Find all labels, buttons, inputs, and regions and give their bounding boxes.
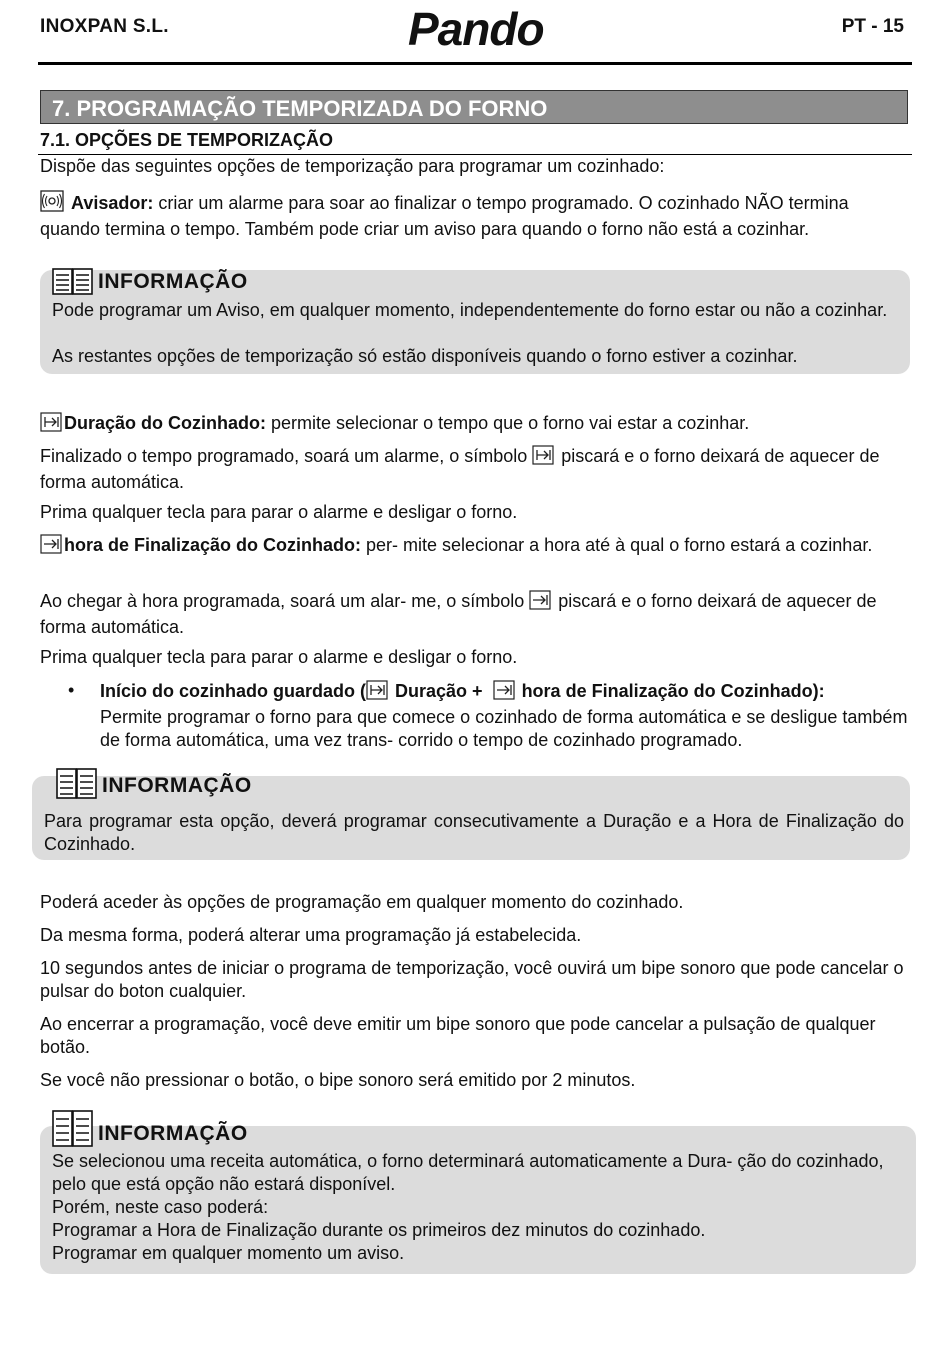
section-title: 7. PROGRAMAÇÃO TEMPORIZADA DO FORNO (52, 96, 548, 121)
book-icon (52, 1110, 94, 1153)
duracao-alarm-text-b: piscará e o forno deixará de aquecer de forma automática. (40, 446, 880, 492)
general-paragraph-4: Ao encerrar a programação, você deve emitir um bipe sonoro que pode cancelar a pulsação de qualquer botão. (40, 1014, 876, 1057)
general-paragraph-2: Da mesma forma, poderá alterar uma programação já estabelecida. (40, 925, 582, 945)
duracao-stop-text: Prima qualquer tecla para parar o alarme e desligar o forno. (40, 502, 518, 522)
avisador-paragraph (40, 190, 910, 241)
finalizacao-alarm-text-a: Ao chegar à hora programada, soará um alar- me, o símbolo (40, 591, 530, 611)
book-icon (56, 768, 98, 805)
duration-icon (366, 680, 388, 706)
avisador-label: Avisador: (71, 193, 154, 213)
finalizacao-text: per- mite selecionar a hora até à qual o forno estará a cozinhar. (361, 535, 873, 555)
duration-icon (532, 445, 554, 471)
general-paragraph-5: Se você não pressionar o botão, o bipe sonoro será emitido por 2 minutos. (40, 1070, 636, 1090)
inicio-text: Permite programar o forno para que comece o cozinhado de forma automática e se desligue também de forma automática, uma vez trans- corrido o tempo de cozinhado programado. (100, 707, 908, 750)
info-box-3-line3: Programar a Hora de Finalização durante os primeiros dez minutos do cozinhado. (52, 1220, 706, 1240)
info-box-3-line4: Programar em qualquer momento um aviso. (52, 1243, 405, 1263)
finalizacao-paragraph (40, 534, 910, 560)
alarm-bell-icon (40, 190, 64, 218)
info-box-2-heading: INFORMAÇÃO (102, 774, 252, 797)
duration-icon (40, 412, 62, 438)
info-box-3-header (52, 1110, 248, 1153)
avisador-text: criar um alarme para soar ao finalizar o tempo programado. O cozinhado NÃO termina quando termina o tempo. Também pode criar um aviso para quando o forno não está a cozinhar. (40, 193, 849, 239)
duracao-alarm-paragraph (40, 445, 910, 494)
general-paragraph-1: Poderá aceder às opções de programação em qualquer momento do cozinhado. (40, 892, 684, 912)
book-icon (52, 268, 94, 301)
info-box-3-heading: INFORMAÇÃO (98, 1122, 248, 1145)
inicio-label-a: Início do cozinhado guardado ( (100, 681, 366, 701)
inicio-paragraph (100, 680, 912, 752)
info-box-1-heading: INFORMAÇÃO (98, 270, 248, 293)
bullet: • (68, 680, 75, 700)
inicio-label-c: hora de Finalização do Cozinhado): (516, 681, 825, 701)
inicio-label-b: Duração + (390, 681, 488, 701)
duracao-label: Duração do Cozinhado: (64, 413, 266, 433)
header-divider (38, 62, 912, 65)
info-box-2-header (56, 768, 252, 805)
page-number: PT - 15 (841, 16, 904, 37)
intro-text: Dispõe das seguintes opções de temporização para programar um cozinhado: (40, 156, 665, 176)
duracao-text: permite selecionar o tempo que o forno vai estar a cozinhar. (266, 413, 750, 433)
finalizacao-alarm-text-b: piscará e o forno deixará de aquecer de forma automática. (40, 591, 877, 637)
info-box-3-line2: Porém, neste caso poderá: (52, 1197, 269, 1217)
info-box-2-text: Para programar esta opção, deverá programar consecutivamente a Duração e a Hora de Finalização do Cozinhado. (44, 811, 904, 854)
finalizacao-label: hora de Finalização do Cozinhado: (64, 535, 362, 555)
company-name: INOXPAN S.L. (40, 16, 169, 37)
end-time-icon (40, 534, 62, 560)
finalizacao-alarm-paragraph (40, 590, 910, 639)
end-time-icon (493, 680, 515, 706)
general-paragraph-3: 10 segundos antes de iniciar o programa de temporização, você ouvirá um bipe sonoro que pode cancelar o pulsar do boton cualquier. (40, 958, 904, 1001)
brand-logo: Pando (408, 3, 544, 55)
end-time-icon (529, 590, 551, 616)
subsection-title: 7.1. OPÇÕES DE TEMPORIZAÇÃO (40, 130, 334, 150)
info-box-3-line1: Se selecionou uma receita automática, o forno determinará automaticamente a Dura- ção do cozinhado, pelo que está opção não estará disponível. (52, 1151, 884, 1194)
duracao-paragraph (40, 412, 910, 438)
finalizacao-stop-text: Prima qualquer tecla para parar o alarme e desligar o forno. (40, 647, 518, 667)
info-box-1-line2: As restantes opções de temporização só estão disponíveis quando o forno estiver a cozinhar. (52, 346, 798, 366)
info-box-1-header (52, 268, 248, 301)
duracao-alarm-text-a: Finalizado o tempo programado, soará um alarme, o símbolo (40, 446, 533, 466)
info-box-1-line1: Pode programar um Aviso, em qualquer momento, independentemente do forno estar ou não a cozinhar. (52, 300, 888, 320)
